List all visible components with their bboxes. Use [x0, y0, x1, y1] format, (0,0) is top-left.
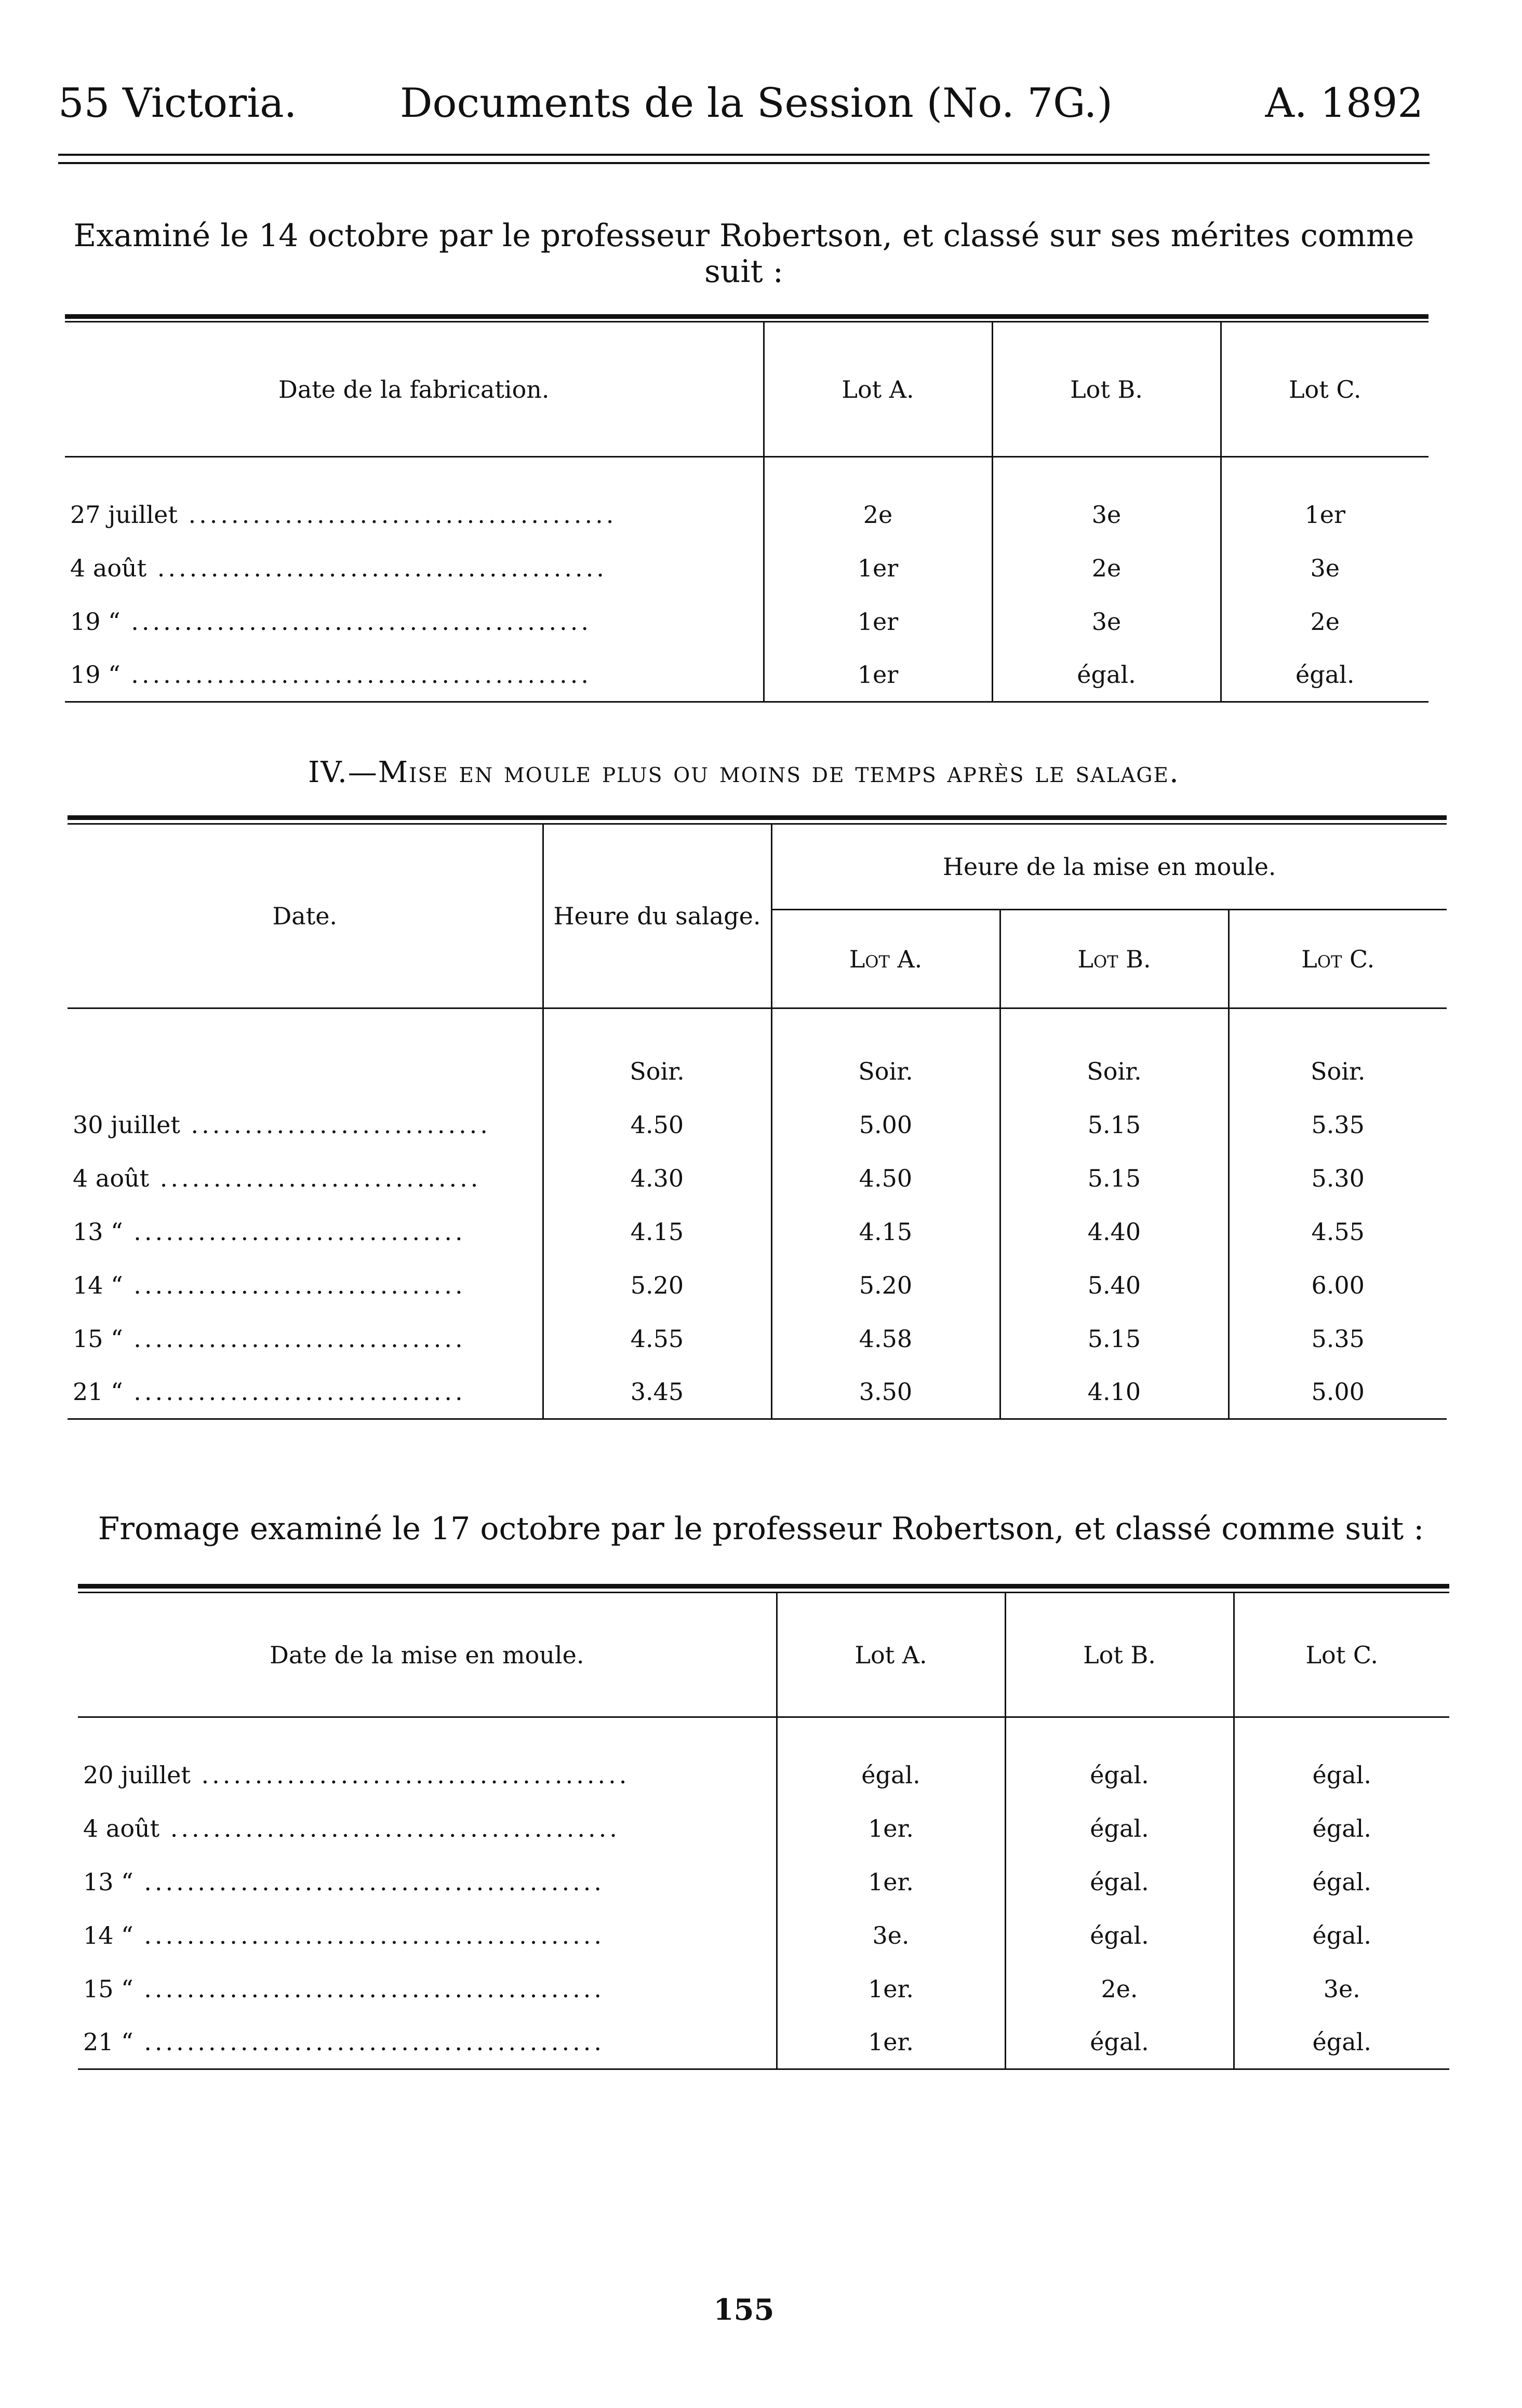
table-row: [78, 1909, 1449, 1962]
t3-header-lot-b: Lot B.: [1005, 1593, 1234, 1717]
t1-row1-b: 3e: [992, 488, 1221, 542]
t3-row1-a: égal.: [777, 1748, 1005, 1802]
t3-header-lot-c: Lot C.: [1234, 1593, 1449, 1717]
intro-paragraph-1: Examiné le 14 octobre par le professeur Robertson, et classé sur ses mérites comme suit :: [73, 218, 1414, 290]
header-title: Documents de la Session (No. 7G.): [400, 80, 1113, 127]
t2-row2-a: 4.50: [771, 1152, 1000, 1205]
t3-row3-c: égal.: [1234, 1855, 1449, 1909]
t1-row3-a: 1er: [764, 595, 992, 649]
t2-header-mise-en-moule: Heure de la mise en moule.: [771, 824, 1447, 910]
t2-row1-c: 5.35: [1229, 1098, 1447, 1152]
table-row: [65, 595, 1428, 649]
t3-row3-a: 1er.: [777, 1855, 1005, 1909]
table-row: [68, 1312, 1447, 1366]
t3-row1-b: égal.: [1005, 1748, 1234, 1802]
page-number: 155: [713, 2293, 775, 2327]
table-row: [68, 1098, 1447, 1152]
header-right: A. 1892: [1265, 80, 1423, 127]
table-row: [65, 488, 1428, 542]
table-row: [78, 1748, 1449, 1802]
table-row: [65, 542, 1428, 595]
t1-row4-c: égal.: [1221, 649, 1428, 702]
t2-row3-a: 4.15: [771, 1205, 1000, 1259]
section-iv-title: IV.—Mise en moule plus ou moins de temps après le salage.: [308, 756, 1180, 789]
t2-row5-b: 5.15: [1000, 1312, 1229, 1366]
t3-row6-date: 21 “ ...........................................: [83, 2028, 605, 2056]
t2-row1-a: 5.00: [771, 1098, 1000, 1152]
ranking-table-2: [78, 1584, 1449, 2085]
t2-row1-b: 5.15: [1000, 1098, 1229, 1152]
t1-row4-b: égal.: [992, 649, 1221, 702]
table-row: [68, 1366, 1447, 1419]
t2-row1-date: 30 juillet ............................: [73, 1111, 491, 1139]
t1-row4-a: 1er: [764, 649, 992, 702]
t1-header-lot-b: Lot B.: [992, 322, 1221, 457]
t3-row5-b: 2e.: [1005, 1962, 1234, 2016]
table-row: [68, 1259, 1447, 1312]
t2-row6-b: 4.10: [1000, 1366, 1229, 1419]
t3-row2-c: égal.: [1234, 1802, 1449, 1855]
t2-unit-b: Soir.: [1000, 1045, 1229, 1098]
t3-row4-c: égal.: [1234, 1909, 1449, 1962]
header-rule-bottom: [58, 162, 1430, 164]
t3-row4-date: 14 “ ...........................................: [83, 1921, 605, 1949]
t2-row5-c: 5.35: [1229, 1312, 1447, 1366]
t3-row2-b: égal.: [1005, 1802, 1234, 1855]
t2-unit-c: Soir.: [1229, 1045, 1447, 1098]
ranking-table-1: [65, 314, 1428, 718]
timing-table: [68, 815, 1447, 1435]
t1-row2-b: 2e: [992, 542, 1221, 595]
t2-row3-b: 4.40: [1000, 1205, 1229, 1259]
t3-row5-date: 15 “ ...........................................: [83, 1975, 605, 2003]
t2-row4-b: 5.40: [1000, 1259, 1229, 1312]
table-row: [78, 1855, 1449, 1909]
t2-row6-a: 3.50: [771, 1366, 1000, 1419]
t2-row3-salage: 4.15: [543, 1205, 771, 1259]
t2-header-date: Date.: [272, 902, 338, 930]
t3-row3-b: égal.: [1005, 1855, 1234, 1909]
t2-row3-c: 4.55: [1229, 1205, 1447, 1259]
t1-row3-b: 3e: [992, 595, 1221, 649]
t2-row4-date: 14 “ ...............................: [73, 1271, 466, 1299]
t1-row2-a: 1er: [764, 542, 992, 595]
t3-header-date: Date de la mise en moule.: [270, 1640, 584, 1669]
t2-row1-salage: 4.50: [543, 1098, 771, 1152]
t3-row2-a: 1er.: [777, 1802, 1005, 1855]
t2-row5-date: 15 “ ...............................: [73, 1325, 466, 1353]
t1-header-lot-a: Lot A.: [764, 322, 992, 457]
t1-header-date: Date de la fabrication.: [278, 375, 550, 403]
t1-row3-date: 19 “ ...........................................: [70, 608, 592, 636]
t2-row4-a: 5.20: [771, 1259, 1000, 1312]
t2-header-lot-b: Lot B.: [1000, 910, 1229, 1008]
t2-header-lot-a: Lot A.: [771, 910, 1000, 1008]
t3-row6-a: 1er.: [777, 2016, 1005, 2069]
t1-row4-date: 19 “ ...........................................: [70, 661, 592, 689]
t1-row1-date: 27 juillet ........................................: [70, 501, 617, 529]
t1-row1-a: 2e: [764, 488, 992, 542]
t1-row3-c: 2e: [1221, 595, 1428, 649]
t3-row3-date: 13 “ ...........................................: [83, 1868, 605, 1896]
t1-header-lot-c: Lot C.: [1221, 322, 1428, 457]
t2-row4-c: 6.00: [1229, 1259, 1447, 1312]
t2-header-lot-c: Lot C.: [1229, 910, 1447, 1008]
t3-row5-c: 3e.: [1234, 1962, 1449, 2016]
t2-row6-c: 5.00: [1229, 1366, 1447, 1419]
t2-row4-salage: 5.20: [543, 1259, 771, 1312]
header-left: 55 Victoria.: [58, 80, 297, 127]
t2-row2-salage: 4.30: [543, 1152, 771, 1205]
t2-row3-date: 13 “ ...............................: [73, 1218, 466, 1246]
table-row: [78, 1962, 1449, 2016]
table-row: [68, 1152, 1447, 1205]
t3-row4-b: égal.: [1005, 1909, 1234, 1962]
t2-unit-salage: Soir.: [543, 1045, 771, 1098]
t2-header-salage: Heure du salage.: [543, 824, 771, 1008]
t3-row4-a: 3e.: [777, 1909, 1005, 1962]
t2-row6-date: 21 “ ...............................: [73, 1378, 466, 1406]
t1-row1-c: 1er: [1221, 488, 1428, 542]
t2-row2-c: 5.30: [1229, 1152, 1447, 1205]
t2-row2-b: 5.15: [1000, 1152, 1229, 1205]
intro-paragraph-2: Fromage examiné le 17 octobre par le professeur Robertson, et classé comme suit :: [98, 1511, 1424, 1547]
table-row: [78, 2016, 1449, 2069]
t2-row5-salage: 4.55: [543, 1312, 771, 1366]
t2-row5-a: 4.58: [771, 1312, 1000, 1366]
t3-row6-c: égal.: [1234, 2016, 1449, 2069]
t2-row2-date: 4 août ..............................: [73, 1164, 482, 1192]
table-row: [68, 1205, 1447, 1259]
t3-row2-date: 4 août ..........................................: [83, 1814, 620, 1842]
t3-header-lot-a: Lot A.: [777, 1593, 1005, 1717]
t2-unit-a: Soir.: [771, 1045, 1000, 1098]
t3-row5-a: 1er.: [777, 1962, 1005, 2016]
t3-row6-b: égal.: [1005, 2016, 1234, 2069]
table-row: [78, 1802, 1449, 1855]
t1-row2-date: 4 août ..........................................: [70, 554, 607, 582]
t3-row1-date: 20 juillet ........................................: [83, 1761, 630, 1789]
table-row: [68, 1045, 1447, 1098]
table-row: [65, 649, 1428, 702]
t2-row6-salage: 3.45: [543, 1366, 771, 1419]
t1-row2-c: 3e: [1221, 542, 1428, 595]
t3-row1-c: égal.: [1234, 1748, 1449, 1802]
header-rule-top: [58, 154, 1430, 156]
